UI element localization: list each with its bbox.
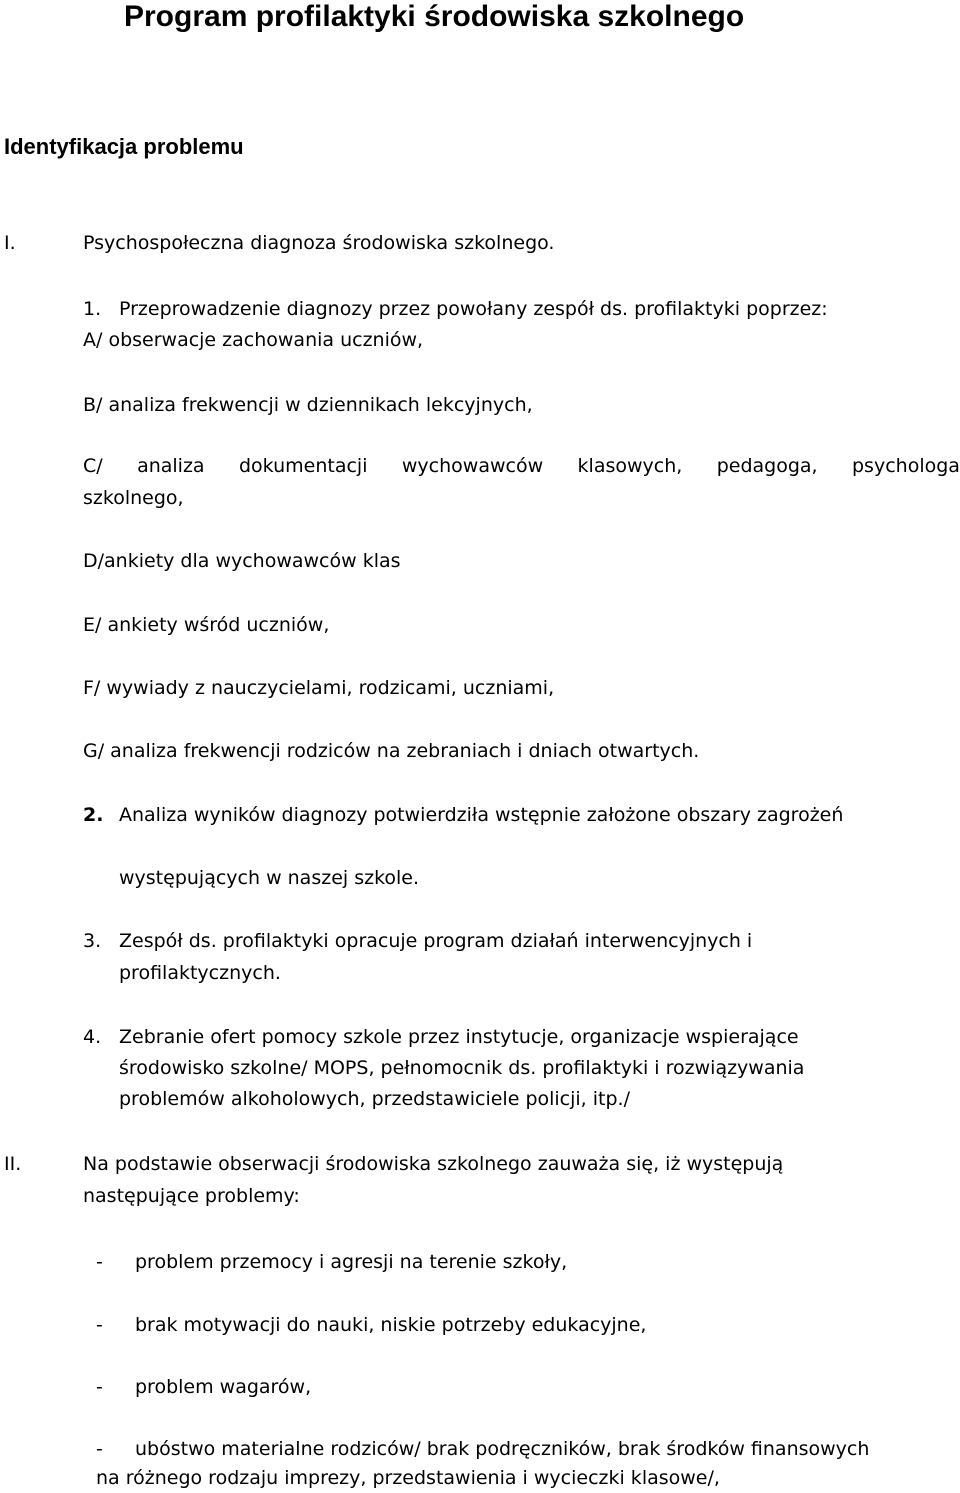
sub-item-f: F/ wywiady z nauczycielami, rodzicami, uczniami, bbox=[83, 677, 555, 699]
sub-item-e: E/ ankiety wśród uczniów, bbox=[83, 614, 330, 636]
section-1-title: Psychospołeczna diagnoza środowiska szkolnego. bbox=[83, 232, 555, 254]
item-2-number: 2. bbox=[83, 804, 104, 826]
problem-item: problem wagarów, bbox=[135, 1376, 312, 1398]
problem-item: ubóstwo materialne rodziców/ brak podręczników, brak środków finansowych bbox=[135, 1438, 870, 1460]
item-4-line-1: Zebranie ofert pomocy szkole przez instytucje, organizacje wspierające bbox=[119, 1026, 799, 1048]
item-4-line-2: środowisko szkolne/ MOPS, pełnomocnik ds. profilaktyki i rozwiązywania bbox=[119, 1057, 805, 1079]
section-1-number: I. bbox=[4, 232, 16, 254]
sub-item-d: D/ankiety dla wychowawców klas bbox=[83, 550, 401, 572]
sub-item-c-continuation: szkolnego, bbox=[83, 487, 184, 509]
sub-item-g: G/ analiza frekwencji rodziców na zebraniach i dniach otwartych. bbox=[83, 740, 700, 762]
problem-dash: - bbox=[96, 1438, 103, 1460]
item-4-number: 4. bbox=[83, 1026, 102, 1048]
section-2-line-1: Na podstawie obserwacji środowiska szkolnego zauważa się, iż występują bbox=[83, 1153, 784, 1175]
item-1-text: Przeprowadzenie diagnozy przez powołany zespół ds. profilaktyki poprzez: bbox=[119, 298, 828, 320]
sub-item-c-word: wychowawców bbox=[401, 455, 544, 477]
section-heading: Identyfikacja problemu bbox=[4, 134, 244, 159]
problem-item-continuation: na różnego rodzaju imprezy, przedstawienia i wycieczki klasowe/, bbox=[96, 1467, 720, 1489]
problem-item: brak motywacji do nauki, niskie potrzeby edukacyjne, bbox=[135, 1314, 647, 1336]
sub-item-b: B/ analiza frekwencji w dziennikach lekcyjnych, bbox=[83, 394, 533, 416]
sub-item-c-word: analiza bbox=[137, 455, 205, 477]
sub-item-c-line bbox=[83, 451, 960, 481]
item-2-line-2: występujących w naszej szkole. bbox=[119, 867, 420, 889]
sub-item-a: A/ obserwacje zachowania uczniów, bbox=[83, 329, 424, 351]
problem-dash: - bbox=[96, 1376, 103, 1398]
problem-dash: - bbox=[96, 1251, 103, 1273]
item-3-line-1: Zespół ds. profilaktyki opracuje program działań interwencyjnych i bbox=[119, 930, 753, 952]
sub-item-c-word: klasowych, bbox=[577, 455, 683, 477]
problem-dash: - bbox=[96, 1314, 103, 1336]
item-4-line-3: problemów alkoholowych, przedstawiciele policji, itp./ bbox=[119, 1088, 630, 1110]
sub-item-c-word: pedagoga, bbox=[716, 455, 818, 477]
item-1-number: 1. bbox=[83, 298, 102, 320]
problem-item: problem przemocy i agresji na terenie szkoły, bbox=[135, 1251, 568, 1273]
sub-item-c-word: psychologa bbox=[852, 455, 960, 477]
sub-item-c-word: C/ bbox=[83, 455, 103, 477]
item-3-number: 3. bbox=[83, 930, 102, 952]
sub-item-c-word: dokumentacji bbox=[239, 455, 368, 477]
item-3-line-2: profilaktycznych. bbox=[119, 962, 281, 984]
section-2-number: II. bbox=[4, 1153, 22, 1175]
section-2-line-2: następujące problemy: bbox=[83, 1185, 300, 1207]
document-title: Program profilaktyki środowiska szkolnego bbox=[124, 0, 745, 33]
item-2-line-1: Analiza wyników diagnozy potwierdziła wstępnie założone obszary zagrożeń bbox=[119, 804, 844, 826]
